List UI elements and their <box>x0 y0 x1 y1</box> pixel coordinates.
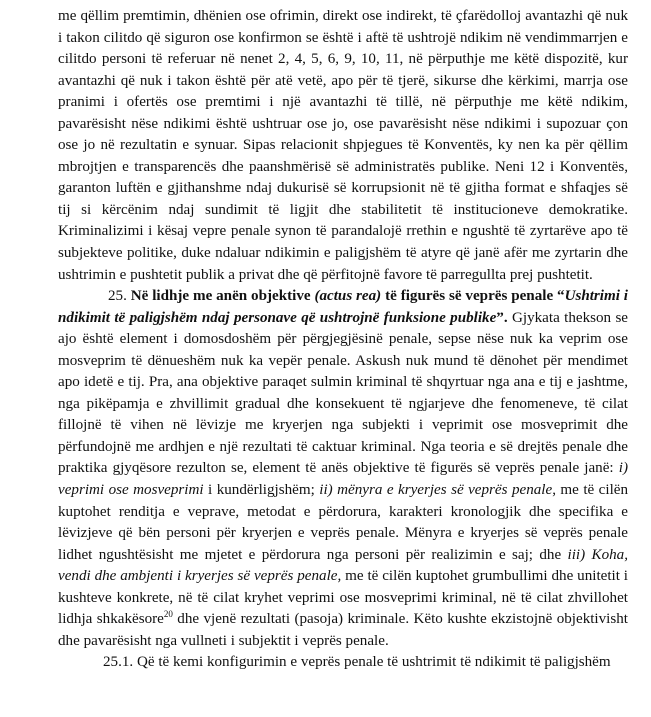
paragraph-continuation: me qëllim premtimin, dhënien ose ofrimin, direkt ose indirekt, të çfarëdolloj avantazhi që nuk i takon cilitdo që siguron ose konfirmon se është i aftë të ushtrojë ndikim në vendimmarrjen e cilitdo personi të referuar në nenet 2, 4, 5, 6, 9, 10, 11, në përputhje me këtë dispozitë, kur avantazhi që nuk i takon është për atë vetë, apo për të tjerë, sikurse dhe kërkimi, marrja ose pranimi i ofertës ose premtimi i një avantazhi të tillë, në përputhje me këtë ndikim, pavarësisht nëse ndikimi është ushtruar ose jo, ose pavarësisht nëse ndikimi i supozuar çon ose jo në rezultatin e synuar. Sipas relacionit shpjegues të Konventës, ky nen ka për qëllim mbrojtjen e transparencës dhe paanshmërisë së administratës publike. Neni 12 i Konventës, garanton luftën e gjithanshme ndaj dukurisë së korrupsionit në të gjitha format e shfaqjes së tij si kërcënim ndaj sundimit të ligjit dhe stabilitetit të institucioneve demokratike. Kriminalizimi i kësaj vepre penale synon të parandalojë rrethin e ngushtë të zyrtarëve apo të subjekteve politike, duke ndaluar ndikimin e paligjshëm të atyre që janë afër me zyrtarin dhe ushtrimin e pushtetit publik a privat dhe që përfitojnë favore të parregullta prej pushtetit. <box>58 8 628 283</box>
heading-mid: të figurës së veprës penale “ <box>385 288 565 305</box>
paragraph-text: dhe vjenë rezultati (pasoja) kriminale. Këto kushte ekzistojnë objektivisht dhe pavarësisht nga vullneti i subjektit i veprës penale. <box>58 611 628 649</box>
heading-offence-title: Ushtrimi i ndikimit të paligjshëm ndaj personave që ushtrojnë funksione publike <box>58 288 628 326</box>
paragraph-text: me të cilën kuptohet grumbullimi dhe unitetit i kushteve konkrete, në të cilat kryhet veprimi ose mosveprimi kriminal, në të cilat zhvillohet lidhja shkakësore <box>58 568 629 628</box>
footnote-marker[interactable]: 20 <box>163 609 173 620</box>
paragraph-text: , me të cilën kuptohet renditja e veprave, metodat e përdorura, karakteri kronologjik dhe specifika e lëvizjeve që bën personi për kryerjen e veprës penale. Mënyra e kryerjes së veprës penale lidhet ngushtësisht me mjetet e përdorura nga personi për realizimin e saj; dhe <box>58 482 629 563</box>
heading-lead: Në lidhje me anën objektive <box>130 288 311 305</box>
heading-close: ”. <box>496 309 508 326</box>
element-ii: ii) mënyra e kryerjes së veprës penale <box>319 482 553 499</box>
paragraph-text: i kundërligjshëm; <box>208 482 315 499</box>
paragraph-25 <box>58 286 628 652</box>
paragraph-number: 25. <box>108 288 127 305</box>
paragraph-25-1: 25.1. Që të kemi konfigurimin e veprës penale të ushtrimit të ndikimit të paligjshëm <box>103 654 611 671</box>
paragraph-text: Gjykata thekson se ajo është element i domosdoshëm për përgjegjësinë penale, sepse nëse nuk ka veprim ose mosveprim të dënueshëm nuk ka vepër penale. Askush nuk mund të dënohet për mendimet apo idetë e tij. Pra, ana objektive paraqet sulmin kriminal të shqyrtuar nga ana e tij e jashtme, nga pikëpamja e zhvillimit gradual dhe konsekuent të ngjarjeve dhe fenomeneve, të cilat fillojnë të vihen në lëvizje me kryerjen nga subjekti i veprimit ose mosveprimit dhe përfundojnë me ardhjen e një rezultati të caktuar kriminal. Nga teoria e së drejtës penale dhe praktika gjyqësore rezulton se, element të anës objektive të figurës së veprës penale janë: <box>58 309 629 477</box>
element-i: i) veprimi ose mosveprimi <box>58 460 628 499</box>
heading-latin-term: (actus rea) <box>314 288 382 305</box>
element-iii: iii) Koha, vendi dhe ambjenti i kryerjes së veprës penale, <box>58 546 628 585</box>
